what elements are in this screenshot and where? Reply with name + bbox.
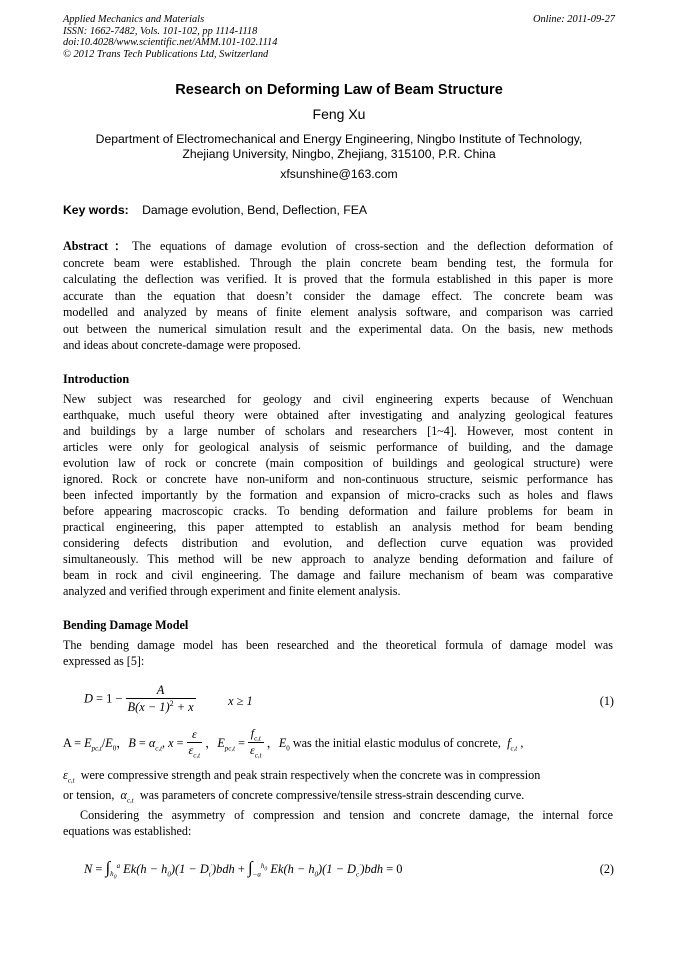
intro-line: beam in rock and civil engineering. The damage and failure mechanism of beam was comparative (63, 568, 613, 582)
bending-heading: Bending Damage Model (63, 618, 189, 632)
definitions-line-2: $\varepsilon_{c,t}$ were compressive strength and peak strain respectively when the concrete was in compression (63, 768, 541, 785)
asymmetry-line: Considering the asymmetry of compression and tension and concrete damage, the internal force (80, 808, 613, 822)
keywords-label: Key words: (63, 203, 129, 217)
abstract-line: accurate than the equation that doesn’t consider the damage effect. The concrete beam was (63, 289, 613, 303)
equation-2: $N = \int_{h_0}^a$ $Ek(h - h_0)(1 - D_t')bdh + \int_{-a}^{h_0}$ $Ek(h - h_0)(1 - D_c')bdh = 0$ (84, 858, 403, 881)
equation-2-number: (2) (599, 862, 614, 876)
abstract-line: and ideas about concrete-damage were proposed. (63, 338, 301, 352)
abstract-line: out between the numerical simulation result and the experimental data. On the basis, new methods (63, 322, 613, 336)
definitions-line-3: or tension, $\alpha_{c,t}$ was parameters of concrete compressive/tensile stress-strain descending curve. (63, 788, 525, 805)
intro-line: considering defects distribution and evolution, and deflection curve equation was provided (63, 536, 613, 550)
intro-line: been infected importantly by the formation and expansion of micro-cracks such as holes and flaws (63, 488, 613, 502)
paper-title: Research on Deforming Law of Beam Structure (175, 82, 503, 98)
intro-line: evolution law of rock or concrete (main composition of buildings and geological structure) were (63, 456, 613, 470)
abstract-line: calculating the deflection was verified. It is proved that the formula established in this paper is more (63, 272, 613, 286)
equation-1-condition: x ≥ 1 (228, 694, 253, 708)
running-header (63, 14, 277, 60)
abstract-line: Abstract：The equations of damage evolution of cross-section and the deflection deformation of (63, 239, 613, 253)
abstract-line: modelled and analyzed by means of finite element analysis software, and comparison was carried (63, 305, 613, 319)
asymmetry-line: equations was established: (63, 824, 192, 838)
intro-line: simultaneously. This method will be new approach to analyze bending deformation and failure of (63, 552, 613, 566)
intro-line: before appearing macroscopic cracks. To bending deformation and failure problems for beam in (63, 504, 613, 518)
equation-1: D = 1 − $\frac{A}{B(x - 1)^2 + x}$ (84, 683, 194, 715)
affiliation-line-1: Department of Electromechanical and Energy Engineering, Ningbo Institute of Technology, (95, 132, 583, 146)
intro-line: ignored. Rock or concrete have non-uniform and non-continuous structure, seismic performance has (63, 472, 613, 486)
intro-line: analyzed and verified through experiment and finite element analysis. (63, 584, 401, 598)
journal-name: Applied Mechanics and Materials (63, 14, 205, 25)
keywords-list: Damage evolution, Bend, Deflection, FEA (142, 203, 368, 217)
author-email: xfsunshine@163.com (280, 167, 398, 181)
affiliation (0, 132, 678, 162)
bending-intro-line: expressed as [5]: (63, 654, 145, 668)
definition-text: was the initial elastic modulus of concrete, (292, 735, 501, 750)
affiliation-line-2: Zhejiang University, Ningbo, Zhejiang, 315100, P.R. China (182, 147, 496, 161)
keywords (63, 203, 367, 217)
online-date: Online: 2011-09-27 (532, 14, 615, 25)
intro-line: earthquake, much useful theory were obtained after investigating and analyzing geological features (63, 408, 613, 422)
bending-intro-line: The bending damage model has been researched and the theoretical formula of damage model was (63, 638, 613, 652)
intro-line: and buildings by a large number of scholars and researchers [1~4]. However, most content in (63, 424, 613, 438)
introduction-heading: Introduction (63, 372, 130, 386)
author-name: Feng Xu (312, 106, 366, 122)
equation-1-number: (1) (599, 694, 614, 708)
abstract-label: Abstract (63, 239, 109, 253)
issn-line: ISSN: 1662-7482, Vols. 101-102, pp 1114-1118 (63, 25, 258, 37)
intro-line: articles were only for geological analysis of seismic performance of building, and the damage (63, 440, 613, 454)
copyright-line: © 2012 Trans Tech Publications Ltd, Switzerland (63, 48, 269, 60)
intro-line: practical engineering, this paper attempted to establish an analysis method for beam bending (63, 520, 613, 534)
definitions-line: $A = E_{pc,t}/E_0$，$B = \alpha_{c,t}$, x = $\frac{\varepsilon}{\varepsilon_{c,t}}$ ，$E_{pc,t}$ = $\frac{f_{c,t}}{\varepsilon_{c,t}}$ ，$E_0$ was the initial elastic modulus of concrete, $f_{c,t}$ , (63, 726, 524, 760)
doi-line: doi:10.4028/www.scientific.net/AMM.101-102.1114 (63, 37, 278, 49)
abstract-colon: ： (108, 239, 133, 253)
intro-line: New subject was researched for geology and civil engineering experts because of Wenchuan (63, 392, 613, 406)
abstract-line: concrete beam were established. Through the plain concrete beam bending test, the formula for (63, 256, 613, 270)
